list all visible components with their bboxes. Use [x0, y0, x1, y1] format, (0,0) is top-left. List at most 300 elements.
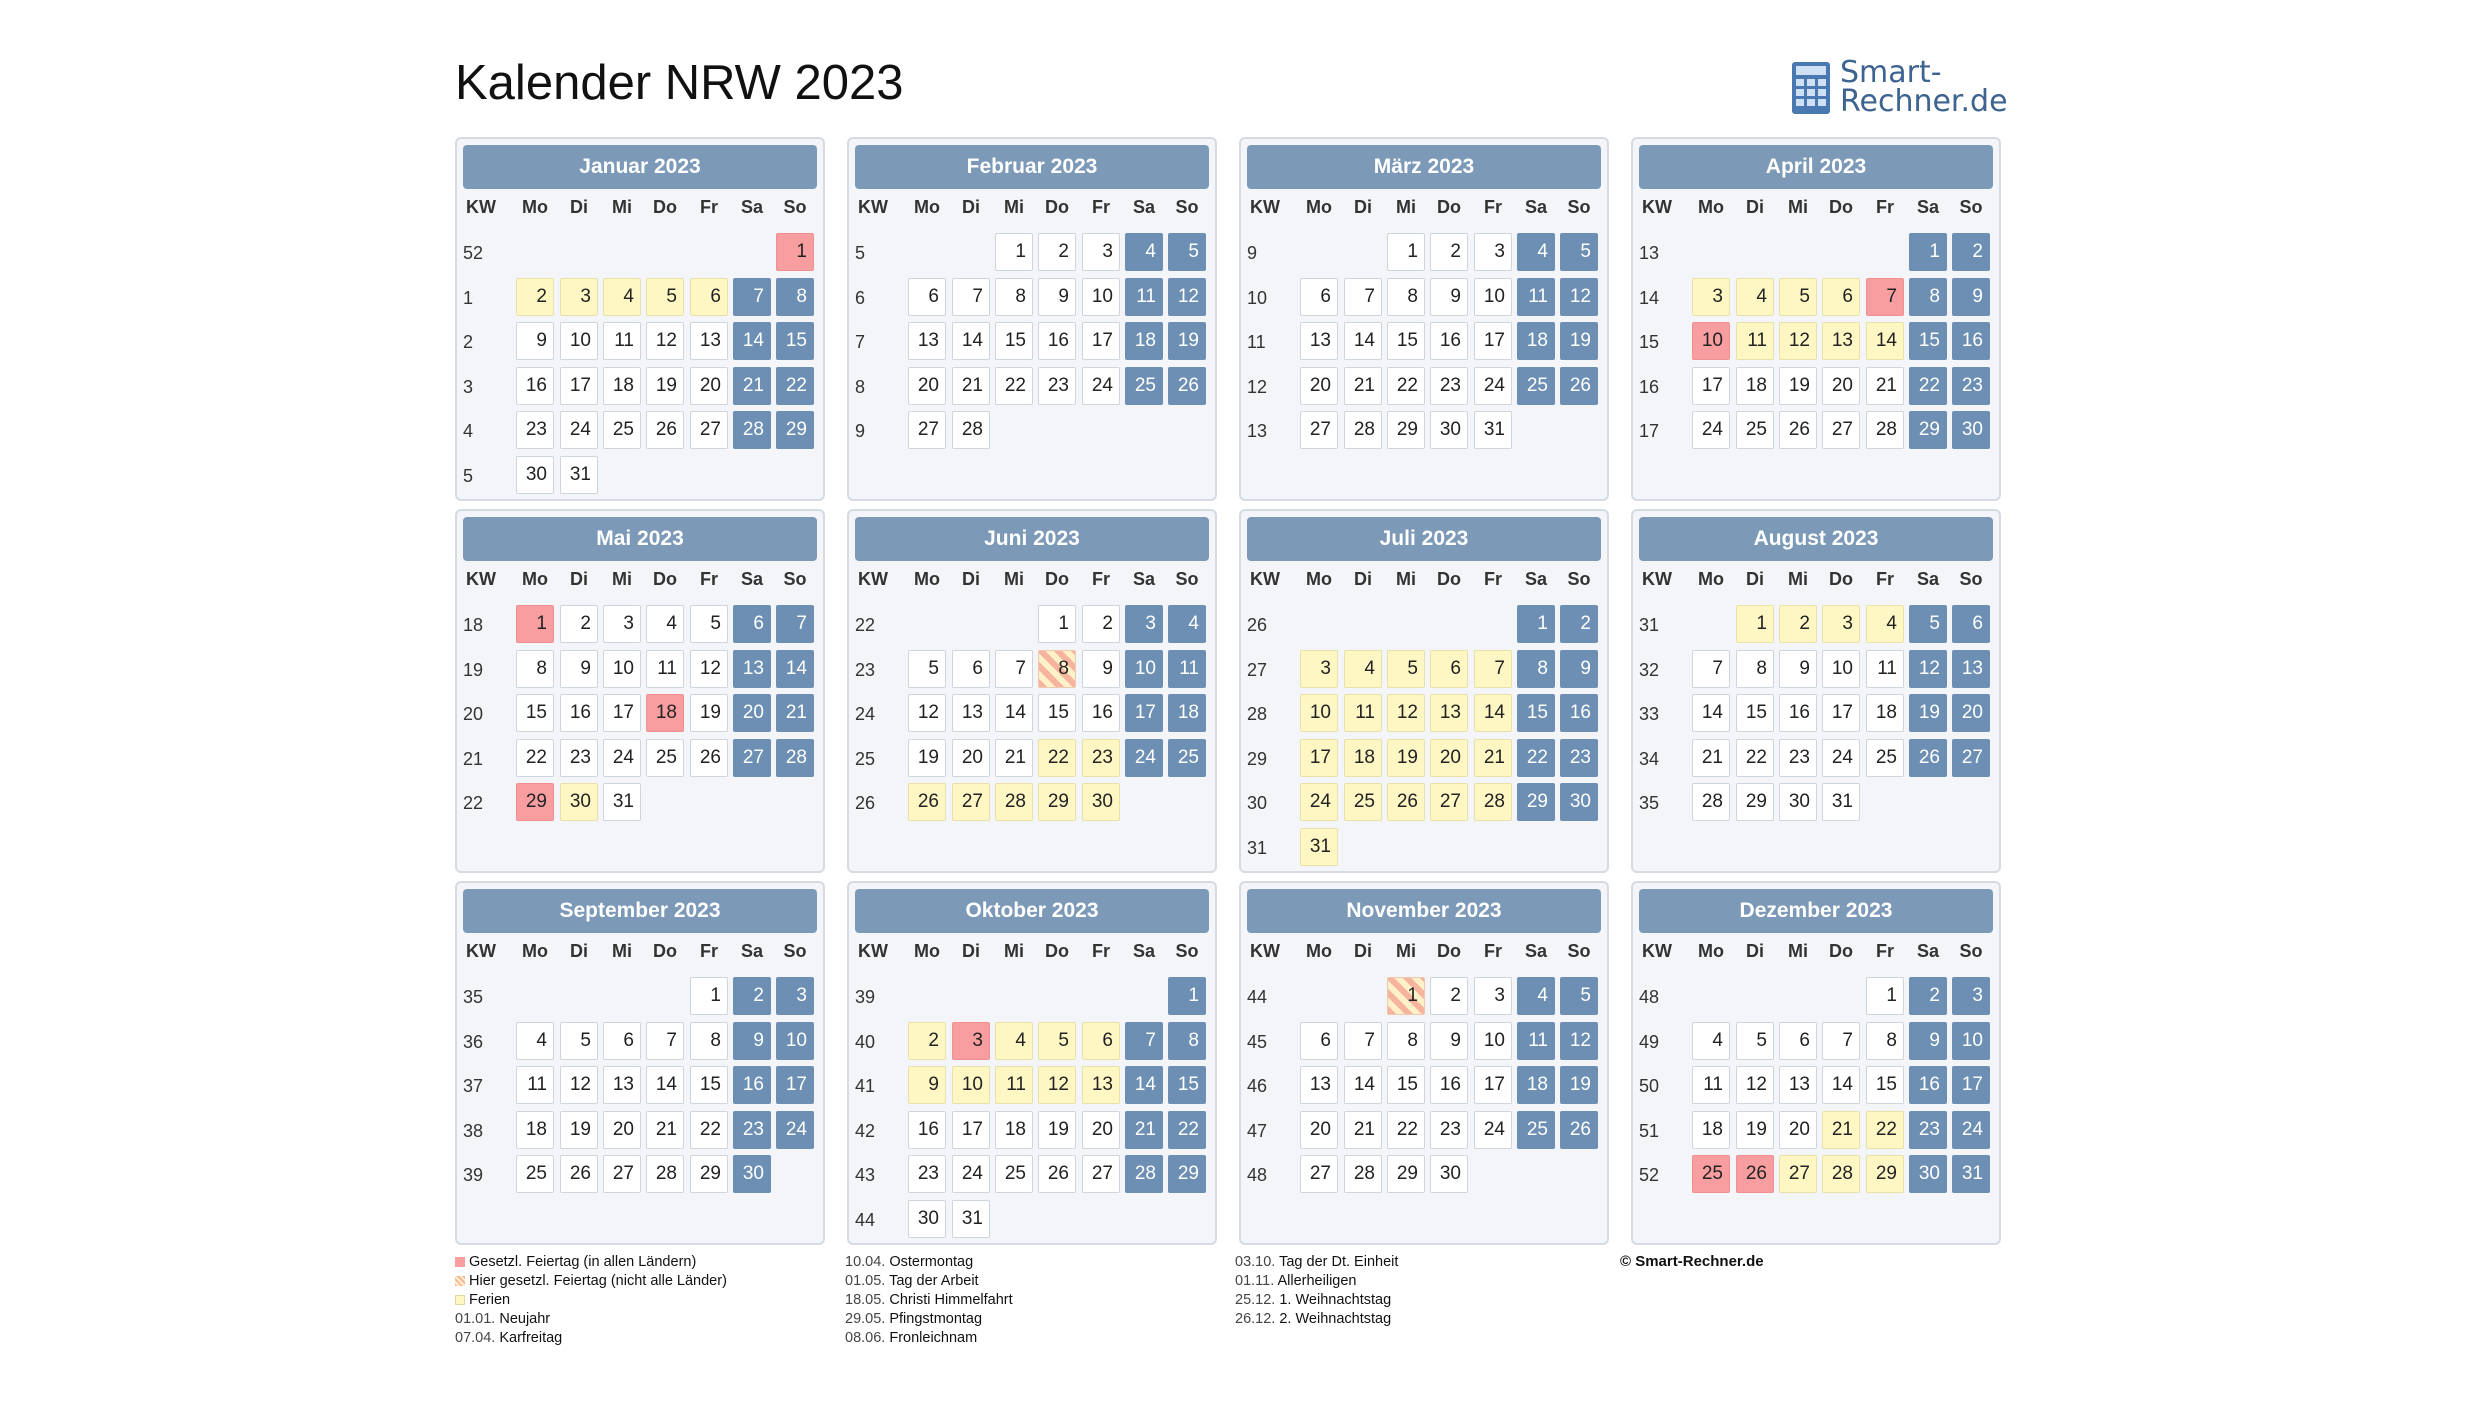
day-cell[interactable]: 12 — [1038, 1066, 1076, 1104]
day-cell[interactable]: 31 — [603, 783, 641, 821]
day-cell[interactable]: 13 — [1300, 322, 1338, 360]
day-cell[interactable]: 20 — [1430, 739, 1468, 777]
day-cell[interactable]: 30 — [908, 1200, 946, 1238]
day-cell[interactable]: 5 — [1779, 278, 1817, 316]
day-cell[interactable]: 29 — [1387, 411, 1425, 449]
day-cell[interactable]: 4 — [1344, 650, 1382, 688]
day-cell[interactable]: 13 — [952, 694, 990, 732]
day-cell[interactable]: 10 — [1692, 322, 1730, 360]
day-cell[interactable]: 7 — [776, 605, 814, 643]
day-cell[interactable]: 3 — [1300, 650, 1338, 688]
day-cell[interactable]: 14 — [952, 322, 990, 360]
day-cell[interactable]: 25 — [1866, 739, 1904, 777]
day-cell[interactable]: 21 — [1474, 739, 1512, 777]
day-cell[interactable]: 15 — [1038, 694, 1076, 732]
day-cell[interactable]: 28 — [1822, 1155, 1860, 1193]
day-cell[interactable]: 11 — [603, 322, 641, 360]
day-cell[interactable]: 19 — [560, 1111, 598, 1149]
day-cell[interactable]: 27 — [1779, 1155, 1817, 1193]
day-cell[interactable]: 12 — [908, 694, 946, 732]
day-cell[interactable]: 21 — [776, 694, 814, 732]
day-cell[interactable]: 12 — [1779, 322, 1817, 360]
day-cell[interactable]: 29 — [1038, 783, 1076, 821]
day-cell[interactable]: 25 — [516, 1155, 554, 1193]
day-cell[interactable]: 5 — [1909, 605, 1947, 643]
day-cell[interactable]: 2 — [1909, 977, 1947, 1015]
day-cell[interactable]: 29 — [1168, 1155, 1206, 1193]
day-cell[interactable]: 27 — [603, 1155, 641, 1193]
day-cell[interactable]: 26 — [1038, 1155, 1076, 1193]
day-cell[interactable]: 1 — [1387, 977, 1425, 1015]
day-cell[interactable]: 13 — [908, 322, 946, 360]
day-cell[interactable]: 15 — [1517, 694, 1555, 732]
day-cell[interactable]: 11 — [516, 1066, 554, 1104]
day-cell[interactable]: 21 — [1692, 739, 1730, 777]
day-cell[interactable]: 14 — [1822, 1066, 1860, 1104]
day-cell[interactable]: 15 — [1168, 1066, 1206, 1104]
day-cell[interactable]: 9 — [1779, 650, 1817, 688]
day-cell[interactable]: 17 — [952, 1111, 990, 1149]
day-cell[interactable]: 22 — [1387, 367, 1425, 405]
day-cell[interactable]: 12 — [1909, 650, 1947, 688]
day-cell[interactable]: 23 — [1430, 1111, 1468, 1149]
day-cell[interactable]: 10 — [603, 650, 641, 688]
day-cell[interactable]: 28 — [1474, 783, 1512, 821]
day-cell[interactable]: 9 — [1082, 650, 1120, 688]
day-cell[interactable]: 20 — [1952, 694, 1990, 732]
day-cell[interactable]: 20 — [908, 367, 946, 405]
day-cell[interactable]: 18 — [1168, 694, 1206, 732]
day-cell[interactable]: 2 — [1952, 233, 1990, 271]
day-cell[interactable]: 8 — [995, 278, 1033, 316]
day-cell[interactable]: 8 — [1038, 650, 1076, 688]
day-cell[interactable]: 21 — [952, 367, 990, 405]
day-cell[interactable]: 1 — [1168, 977, 1206, 1015]
day-cell[interactable]: 21 — [1344, 1111, 1382, 1149]
day-cell[interactable]: 20 — [952, 739, 990, 777]
day-cell[interactable]: 18 — [995, 1111, 1033, 1149]
day-cell[interactable]: 16 — [1779, 694, 1817, 732]
day-cell[interactable]: 7 — [1692, 650, 1730, 688]
day-cell[interactable]: 18 — [646, 694, 684, 732]
day-cell[interactable]: 27 — [1300, 411, 1338, 449]
day-cell[interactable]: 14 — [1474, 694, 1512, 732]
day-cell[interactable]: 10 — [1474, 1022, 1512, 1060]
day-cell[interactable]: 10 — [952, 1066, 990, 1104]
day-cell[interactable]: 4 — [1168, 605, 1206, 643]
day-cell[interactable]: 10 — [776, 1022, 814, 1060]
day-cell[interactable]: 24 — [1474, 367, 1512, 405]
day-cell[interactable]: 4 — [1125, 233, 1163, 271]
day-cell[interactable]: 10 — [1082, 278, 1120, 316]
day-cell[interactable]: 30 — [516, 456, 554, 494]
day-cell[interactable]: 30 — [733, 1155, 771, 1193]
day-cell[interactable]: 8 — [1517, 650, 1555, 688]
day-cell[interactable]: 23 — [908, 1155, 946, 1193]
day-cell[interactable]: 16 — [1430, 1066, 1468, 1104]
day-cell[interactable]: 8 — [1387, 278, 1425, 316]
day-cell[interactable]: 26 — [1168, 367, 1206, 405]
day-cell[interactable]: 14 — [1125, 1066, 1163, 1104]
day-cell[interactable]: 1 — [1909, 233, 1947, 271]
day-cell[interactable]: 26 — [690, 739, 728, 777]
day-cell[interactable]: 28 — [995, 783, 1033, 821]
day-cell[interactable]: 22 — [1866, 1111, 1904, 1149]
day-cell[interactable]: 13 — [1430, 694, 1468, 732]
day-cell[interactable]: 1 — [1517, 605, 1555, 643]
day-cell[interactable]: 28 — [1692, 783, 1730, 821]
day-cell[interactable]: 23 — [1952, 367, 1990, 405]
day-cell[interactable]: 16 — [908, 1111, 946, 1149]
day-cell[interactable]: 19 — [690, 694, 728, 732]
day-cell[interactable]: 4 — [1517, 233, 1555, 271]
day-cell[interactable]: 20 — [603, 1111, 641, 1149]
day-cell[interactable]: 7 — [1344, 1022, 1382, 1060]
day-cell[interactable]: 27 — [1300, 1155, 1338, 1193]
day-cell[interactable]: 17 — [1300, 739, 1338, 777]
day-cell[interactable]: 8 — [1387, 1022, 1425, 1060]
day-cell[interactable]: 10 — [1300, 694, 1338, 732]
day-cell[interactable]: 14 — [1344, 322, 1382, 360]
day-cell[interactable]: 9 — [1430, 278, 1468, 316]
day-cell[interactable]: 5 — [560, 1022, 598, 1060]
day-cell[interactable]: 24 — [1952, 1111, 1990, 1149]
day-cell[interactable]: 21 — [1125, 1111, 1163, 1149]
day-cell[interactable]: 8 — [690, 1022, 728, 1060]
day-cell[interactable]: 24 — [603, 739, 641, 777]
day-cell[interactable]: 25 — [1736, 411, 1774, 449]
day-cell[interactable]: 10 — [1822, 650, 1860, 688]
day-cell[interactable]: 19 — [1038, 1111, 1076, 1149]
day-cell[interactable]: 28 — [952, 411, 990, 449]
day-cell[interactable]: 26 — [1560, 367, 1598, 405]
day-cell[interactable]: 4 — [1517, 977, 1555, 1015]
day-cell[interactable]: 3 — [1692, 278, 1730, 316]
day-cell[interactable]: 27 — [952, 783, 990, 821]
day-cell[interactable]: 2 — [733, 977, 771, 1015]
day-cell[interactable]: 1 — [1736, 605, 1774, 643]
day-cell[interactable]: 26 — [560, 1155, 598, 1193]
day-cell[interactable]: 5 — [690, 605, 728, 643]
day-cell[interactable]: 19 — [1779, 367, 1817, 405]
day-cell[interactable]: 26 — [1560, 1111, 1598, 1149]
day-cell[interactable]: 6 — [1082, 1022, 1120, 1060]
day-cell[interactable]: 11 — [1344, 694, 1382, 732]
day-cell[interactable]: 14 — [1866, 322, 1904, 360]
day-cell[interactable]: 20 — [1822, 367, 1860, 405]
day-cell[interactable]: 16 — [516, 367, 554, 405]
day-cell[interactable]: 7 — [1125, 1022, 1163, 1060]
day-cell[interactable]: 9 — [516, 322, 554, 360]
day-cell[interactable]: 14 — [1344, 1066, 1382, 1104]
day-cell[interactable]: 20 — [1082, 1111, 1120, 1149]
day-cell[interactable]: 22 — [1168, 1111, 1206, 1149]
day-cell[interactable]: 12 — [1736, 1066, 1774, 1104]
day-cell[interactable]: 23 — [1038, 367, 1076, 405]
day-cell[interactable]: 19 — [1736, 1111, 1774, 1149]
day-cell[interactable]: 17 — [1125, 694, 1163, 732]
day-cell[interactable]: 17 — [1082, 322, 1120, 360]
day-cell[interactable]: 17 — [1692, 367, 1730, 405]
day-cell[interactable]: 9 — [908, 1066, 946, 1104]
day-cell[interactable]: 25 — [995, 1155, 1033, 1193]
day-cell[interactable]: 16 — [1430, 322, 1468, 360]
day-cell[interactable]: 3 — [603, 605, 641, 643]
day-cell[interactable]: 25 — [603, 411, 641, 449]
day-cell[interactable]: 11 — [1517, 1022, 1555, 1060]
day-cell[interactable]: 30 — [1560, 783, 1598, 821]
day-cell[interactable]: 31 — [1952, 1155, 1990, 1193]
day-cell[interactable]: 30 — [1952, 411, 1990, 449]
day-cell[interactable]: 24 — [1822, 739, 1860, 777]
day-cell[interactable]: 29 — [1866, 1155, 1904, 1193]
day-cell[interactable]: 24 — [1125, 739, 1163, 777]
day-cell[interactable]: 18 — [1344, 739, 1382, 777]
day-cell[interactable]: 29 — [776, 411, 814, 449]
day-cell[interactable]: 9 — [1952, 278, 1990, 316]
day-cell[interactable]: 4 — [1692, 1022, 1730, 1060]
day-cell[interactable]: 5 — [1038, 1022, 1076, 1060]
day-cell[interactable]: 19 — [1560, 1066, 1598, 1104]
day-cell[interactable]: 15 — [1866, 1066, 1904, 1104]
day-cell[interactable]: 1 — [1387, 233, 1425, 271]
day-cell[interactable]: 6 — [952, 650, 990, 688]
day-cell[interactable]: 18 — [516, 1111, 554, 1149]
day-cell[interactable]: 30 — [1430, 1155, 1468, 1193]
day-cell[interactable]: 27 — [908, 411, 946, 449]
day-cell[interactable]: 23 — [560, 739, 598, 777]
day-cell[interactable]: 12 — [1560, 1022, 1598, 1060]
day-cell[interactable]: 14 — [733, 322, 771, 360]
day-cell[interactable]: 15 — [1909, 322, 1947, 360]
day-cell[interactable]: 27 — [1952, 739, 1990, 777]
day-cell[interactable]: 23 — [1909, 1111, 1947, 1149]
day-cell[interactable]: 11 — [646, 650, 684, 688]
day-cell[interactable]: 5 — [1560, 233, 1598, 271]
day-cell[interactable]: 12 — [560, 1066, 598, 1104]
day-cell[interactable]: 21 — [646, 1111, 684, 1149]
day-cell[interactable]: 21 — [995, 739, 1033, 777]
day-cell[interactable]: 5 — [1560, 977, 1598, 1015]
day-cell[interactable]: 12 — [1387, 694, 1425, 732]
day-cell[interactable]: 12 — [1560, 278, 1598, 316]
day-cell[interactable]: 28 — [646, 1155, 684, 1193]
day-cell[interactable]: 15 — [995, 322, 1033, 360]
day-cell[interactable]: 24 — [1300, 783, 1338, 821]
day-cell[interactable]: 7 — [995, 650, 1033, 688]
day-cell[interactable]: 19 — [1387, 739, 1425, 777]
day-cell[interactable]: 15 — [1387, 1066, 1425, 1104]
day-cell[interactable]: 7 — [733, 278, 771, 316]
day-cell[interactable]: 11 — [1692, 1066, 1730, 1104]
day-cell[interactable]: 8 — [1168, 1022, 1206, 1060]
day-cell[interactable]: 24 — [1692, 411, 1730, 449]
day-cell[interactable]: 28 — [733, 411, 771, 449]
day-cell[interactable]: 14 — [776, 650, 814, 688]
day-cell[interactable]: 11 — [1517, 278, 1555, 316]
day-cell[interactable]: 18 — [1125, 322, 1163, 360]
day-cell[interactable]: 15 — [516, 694, 554, 732]
day-cell[interactable]: 2 — [908, 1022, 946, 1060]
day-cell[interactable]: 6 — [603, 1022, 641, 1060]
day-cell[interactable]: 15 — [1736, 694, 1774, 732]
day-cell[interactable]: 21 — [1822, 1111, 1860, 1149]
day-cell[interactable]: 1 — [1038, 605, 1076, 643]
day-cell[interactable]: 16 — [1952, 322, 1990, 360]
day-cell[interactable]: 2 — [1038, 233, 1076, 271]
day-cell[interactable]: 9 — [1909, 1022, 1947, 1060]
day-cell[interactable]: 23 — [1560, 739, 1598, 777]
day-cell[interactable]: 4 — [995, 1022, 1033, 1060]
day-cell[interactable]: 10 — [560, 322, 598, 360]
day-cell[interactable]: 24 — [952, 1155, 990, 1193]
day-cell[interactable]: 2 — [560, 605, 598, 643]
day-cell[interactable]: 7 — [952, 278, 990, 316]
smart-rechner-logo[interactable] — [1792, 55, 2010, 119]
day-cell[interactable]: 29 — [1736, 783, 1774, 821]
day-cell[interactable]: 20 — [1300, 1111, 1338, 1149]
day-cell[interactable]: 17 — [776, 1066, 814, 1104]
day-cell[interactable]: 22 — [690, 1111, 728, 1149]
day-cell[interactable]: 9 — [1430, 1022, 1468, 1060]
day-cell[interactable]: 18 — [603, 367, 641, 405]
day-cell[interactable]: 22 — [516, 739, 554, 777]
day-cell[interactable]: 3 — [1952, 977, 1990, 1015]
day-cell[interactable]: 25 — [1168, 739, 1206, 777]
day-cell[interactable]: 6 — [1430, 650, 1468, 688]
day-cell[interactable]: 8 — [1736, 650, 1774, 688]
day-cell[interactable]: 23 — [733, 1111, 771, 1149]
day-cell[interactable]: 3 — [1082, 233, 1120, 271]
day-cell[interactable]: 15 — [690, 1066, 728, 1104]
day-cell[interactable]: 15 — [776, 322, 814, 360]
day-cell[interactable]: 23 — [1082, 739, 1120, 777]
day-cell[interactable]: 6 — [1779, 1022, 1817, 1060]
day-cell[interactable]: 28 — [1866, 411, 1904, 449]
day-cell[interactable]: 18 — [1517, 322, 1555, 360]
day-cell[interactable]: 4 — [1866, 605, 1904, 643]
day-cell[interactable]: 2 — [1560, 605, 1598, 643]
day-cell[interactable]: 28 — [1125, 1155, 1163, 1193]
day-cell[interactable]: 2 — [1430, 977, 1468, 1015]
day-cell[interactable]: 30 — [1779, 783, 1817, 821]
day-cell[interactable]: 13 — [1952, 650, 1990, 688]
day-cell[interactable]: 30 — [1082, 783, 1120, 821]
day-cell[interactable]: 1 — [1866, 977, 1904, 1015]
day-cell[interactable]: 27 — [733, 739, 771, 777]
day-cell[interactable]: 20 — [690, 367, 728, 405]
day-cell[interactable]: 13 — [690, 322, 728, 360]
day-cell[interactable]: 1 — [776, 233, 814, 271]
day-cell[interactable]: 28 — [1344, 1155, 1382, 1193]
day-cell[interactable]: 3 — [776, 977, 814, 1015]
day-cell[interactable]: 1 — [516, 605, 554, 643]
day-cell[interactable]: 5 — [908, 650, 946, 688]
day-cell[interactable]: 13 — [1822, 322, 1860, 360]
day-cell[interactable]: 20 — [1779, 1111, 1817, 1149]
day-cell[interactable]: 12 — [646, 322, 684, 360]
day-cell[interactable]: 24 — [1082, 367, 1120, 405]
day-cell[interactable]: 9 — [1038, 278, 1076, 316]
day-cell[interactable]: 16 — [560, 694, 598, 732]
day-cell[interactable]: 1 — [690, 977, 728, 1015]
day-cell[interactable]: 2 — [1779, 605, 1817, 643]
day-cell[interactable]: 5 — [1168, 233, 1206, 271]
day-cell[interactable]: 9 — [560, 650, 598, 688]
day-cell[interactable]: 4 — [603, 278, 641, 316]
day-cell[interactable]: 25 — [1517, 367, 1555, 405]
day-cell[interactable]: 11 — [995, 1066, 1033, 1104]
day-cell[interactable]: 13 — [1300, 1066, 1338, 1104]
day-cell[interactable]: 13 — [1779, 1066, 1817, 1104]
day-cell[interactable]: 31 — [1300, 828, 1338, 866]
day-cell[interactable]: 6 — [1822, 278, 1860, 316]
day-cell[interactable]: 7 — [1474, 650, 1512, 688]
day-cell[interactable]: 18 — [1866, 694, 1904, 732]
day-cell[interactable]: 7 — [1344, 278, 1382, 316]
day-cell[interactable]: 30 — [1430, 411, 1468, 449]
day-cell[interactable]: 8 — [516, 650, 554, 688]
day-cell[interactable]: 4 — [516, 1022, 554, 1060]
day-cell[interactable]: 22 — [995, 367, 1033, 405]
day-cell[interactable]: 13 — [733, 650, 771, 688]
day-cell[interactable]: 2 — [516, 278, 554, 316]
day-cell[interactable]: 29 — [1909, 411, 1947, 449]
day-cell[interactable]: 27 — [1082, 1155, 1120, 1193]
day-cell[interactable]: 11 — [1125, 278, 1163, 316]
day-cell[interactable]: 16 — [1082, 694, 1120, 732]
day-cell[interactable]: 21 — [733, 367, 771, 405]
day-cell[interactable]: 31 — [952, 1200, 990, 1238]
day-cell[interactable]: 26 — [1387, 783, 1425, 821]
day-cell[interactable]: 6 — [733, 605, 771, 643]
day-cell[interactable]: 25 — [1692, 1155, 1730, 1193]
day-cell[interactable]: 26 — [1779, 411, 1817, 449]
day-cell[interactable]: 22 — [1736, 739, 1774, 777]
day-cell[interactable]: 10 — [1125, 650, 1163, 688]
day-cell[interactable]: 11 — [1736, 322, 1774, 360]
day-cell[interactable]: 5 — [646, 278, 684, 316]
day-cell[interactable]: 17 — [1474, 322, 1512, 360]
day-cell[interactable]: 7 — [1822, 1022, 1860, 1060]
day-cell[interactable]: 11 — [1866, 650, 1904, 688]
day-cell[interactable]: 22 — [776, 367, 814, 405]
day-cell[interactable]: 29 — [1387, 1155, 1425, 1193]
day-cell[interactable]: 20 — [1300, 367, 1338, 405]
day-cell[interactable]: 19 — [1168, 322, 1206, 360]
day-cell[interactable]: 26 — [646, 411, 684, 449]
day-cell[interactable]: 6 — [1952, 605, 1990, 643]
day-cell[interactable]: 6 — [690, 278, 728, 316]
day-cell[interactable]: 31 — [1474, 411, 1512, 449]
day-cell[interactable]: 3 — [1125, 605, 1163, 643]
day-cell[interactable]: 25 — [1517, 1111, 1555, 1149]
day-cell[interactable]: 27 — [1430, 783, 1468, 821]
day-cell[interactable]: 31 — [560, 456, 598, 494]
day-cell[interactable]: 16 — [1909, 1066, 1947, 1104]
day-cell[interactable]: 28 — [1344, 411, 1382, 449]
day-cell[interactable]: 18 — [1692, 1111, 1730, 1149]
day-cell[interactable]: 17 — [603, 694, 641, 732]
day-cell[interactable]: 30 — [1909, 1155, 1947, 1193]
day-cell[interactable]: 3 — [952, 1022, 990, 1060]
day-cell[interactable]: 19 — [646, 367, 684, 405]
day-cell[interactable]: 17 — [1952, 1066, 1990, 1104]
day-cell[interactable]: 3 — [560, 278, 598, 316]
day-cell[interactable]: 17 — [1474, 1066, 1512, 1104]
day-cell[interactable]: 31 — [1822, 783, 1860, 821]
day-cell[interactable]: 22 — [1387, 1111, 1425, 1149]
